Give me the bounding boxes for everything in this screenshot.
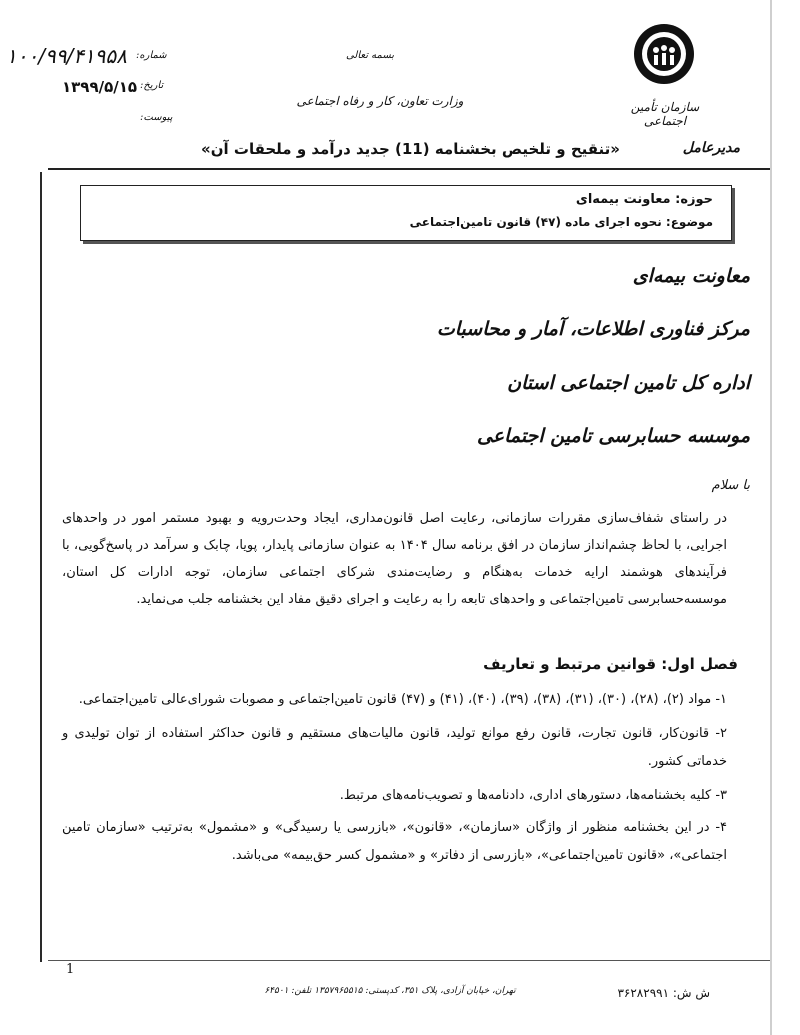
- section-item: ۲- قانون‌کار، قانون تجارت، قانون رفع موانع تولید، قانون مالیات‌های مستقیم و قانون حداکثر استفاده از توان تولیدی و خدماتی کشور.: [62, 726, 727, 769]
- social-security-logo-icon: [632, 22, 696, 86]
- letter-date-value: ۱۳۹۹/۵/۱۵: [62, 78, 138, 96]
- footer-ss-number: ش ش: ۳۶۲۸۲۹۹۱: [617, 986, 710, 1000]
- right-page-edge: [770, 0, 772, 1035]
- letter-number-label: شماره:: [136, 50, 167, 61]
- greeting: با سلام: [711, 478, 750, 493]
- document-title: «تنقیح و تلخیص بخشنامه (11) جدید درآمد و ملحقات آن»: [201, 140, 620, 158]
- left-margin-line: [40, 172, 42, 962]
- section-item: ۴- در این بخشنامه منظور از واژگان «سازمان»، «قانون»، «بازرسی یا رسیدگی» و «مشمول» به‌ترتیب «سازمان تامین اجتماعی»، «قانون تامین‌اجتماعی»، «بازرسی از دفاتر» و «مشمول کسر حق‌بیمه» می‌باشد.: [62, 820, 727, 863]
- org-name: سازمان تأمین اجتماعی: [630, 100, 700, 128]
- recipient-2: مرکز فناوری اطلاعات، آمار و محاسبات: [436, 318, 750, 340]
- letter-date-label: تاریخ:: [140, 80, 164, 91]
- header-divider: [48, 168, 770, 170]
- section-item: ۳- کلیه بخشنامه‌ها، دستورهای اداری، دادنامه‌ها و تصویب‌نامه‌های مرتبط.: [339, 788, 727, 803]
- footer-address: تهران، خیابان آزادی، پلاک ۳۵۱، کدپستی: ۱۳۵۷۹۶۵۵۱۵ تلفن: ۶۴۵۰۱: [264, 986, 516, 996]
- section-items: [62, 686, 727, 876]
- basmala: بسمه تعالی: [345, 50, 395, 61]
- sender-title: مدیرعامل: [682, 140, 740, 156]
- page-number: 1: [66, 962, 75, 977]
- ministry-name: وزارت تعاون، کار و رفاه اجتماعی: [296, 94, 464, 108]
- attachment-label: پیوست:: [140, 112, 173, 123]
- recipient-3: اداره کل تامین اجتماعی استان: [507, 372, 750, 394]
- recipient-4: موسسه حسابرسی تامین اجتماعی: [476, 425, 750, 447]
- subject-domain: حوزه: معاونت بیمه‌ای: [575, 192, 713, 207]
- subject-box: [80, 185, 732, 241]
- letter-number-value: ۱۰۰/۹۹/۴۱۹۵۸: [6, 44, 127, 68]
- section-title: فصل اول: قوانین مرتبط و تعاریف: [483, 655, 738, 673]
- section-item: ۱- مواد (۲)، (۲۸)، (۳۰)، (۳۱)، (۳۸)، (۳۹)، (۴۰)، (۴۱) و (۴۷) قانون تامین‌اجتماعی و مصوبات شورای‌عالی تامین‌اجتماعی.: [78, 692, 727, 707]
- recipient-1: معاونت بیمه‌ای: [632, 265, 750, 287]
- body-paragraph: در راستای شفاف‌سازی مقررات سازمانی، رعایت اصل قانون‌مداری، ایجاد وحدت‌رویه و بهبود مستمر امور در واحدهای اجرایی، با لحاظ چشم‌انداز سازمان در افق برنامه سال ۱۴۰۴ به عنوان سازمانی پایدار، پویا، چابک و سرآمد در پاسخ‌گویی، با فرآیندهای هوشمند ارایه خدمات به‌هنگام و رضایت‌مندی شرکای اجتماعی سازمان، توجه ادارات کل استان، موسسه‌حسابرسی تامین‌اجتماعی و واحدهای تابعه را به رعایت و اجرای دقیق مفاد این بخشنامه جلب می‌نماید.: [62, 511, 727, 607]
- subject-topic: موضوع: نحوه اجرای ماده (۴۷) قانون تامین‌اجتماعی: [409, 215, 713, 229]
- footer-divider: [48, 960, 770, 961]
